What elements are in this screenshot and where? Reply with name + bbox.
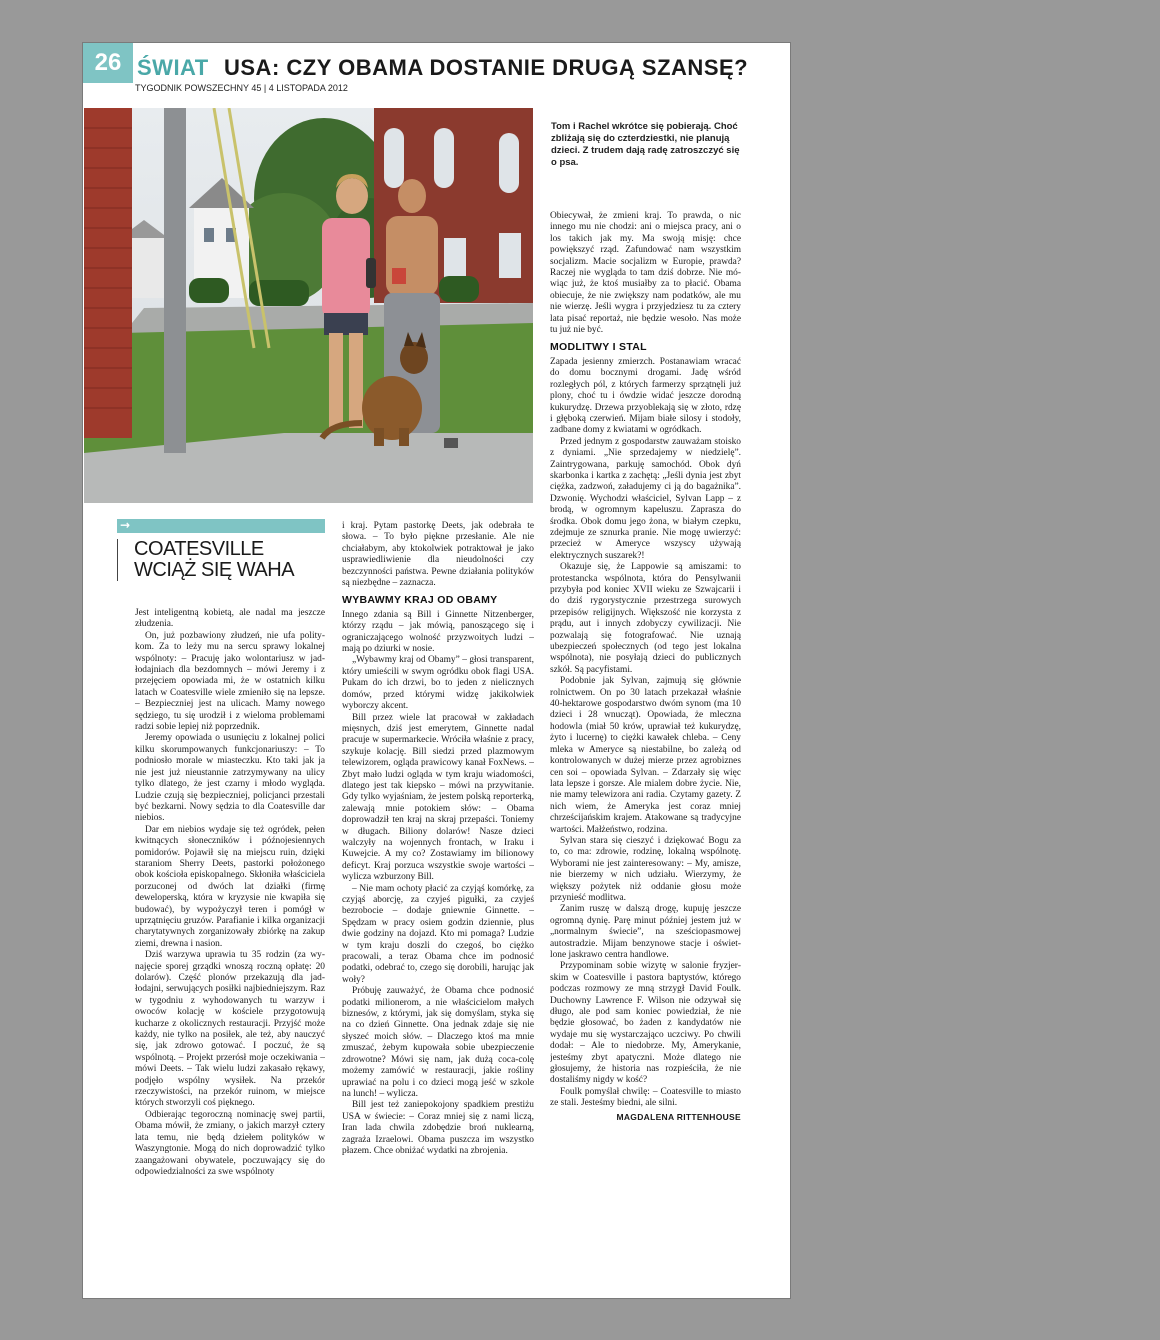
issue-line: TYGODNIK POWSZECHNY 45 | 4 LISTOPADA 2012 (135, 83, 348, 93)
paragraph: On, już pozbawiony złudzeń, nie ufa politykom. Za to leży mu na sercu sprawy lokalnej wspólnoty: – Pracuję jako wolontariusz w jadłodajniach dla bezdomnych – mówi Jeremy i z przejęciem opowiada mi, że w ostatnich kilku latach w Coatesville wiele zmieniło się na lepsze. – Bezpieczniej jest na ulicach. Mamy nowego sędziego, tu się urodził i z wieloma problemami radzi sobie lepiej niż poprzednik. (135, 630, 325, 733)
paragraph: Próbuję zauważyć, że Obama chce podnosić podatki milionerom, a nie właścicielom małych biznesów, z którymi, jak się domyślam, styka się na co dzień Ginnette. Ona jednak zdaje się nie słyszeć moich słów. – Dlaczego ktoś ma mnie zmuszać, żebym kupowała sobie ubezpieczenie zdrowotne? Mówi się nam, jak dużą coca-colę możemy zamówić w restauracji, jakie rośliny uprawiać na polu i co dzieci mogą jeść w szkole na lunch! – wylicza. (342, 986, 534, 1099)
paragraph: Obiecywał, że zmieni kraj. To prawda, o nic innego mu nie chodzi: ani o miejsca pracy, ani o los takich jak my. Ma swoją misję: chce powiększyć rząd. Zafundować nam wszystkim socjalizm. Macie socjalizm w Europie, prawda? Raczej nie wygląda to tam dziś dobrze. Nie mówiąc już, że ktoś musiałby za to płacić. Obama obiecuje, że nie zwiększy nam podatków, ale mu nie wierzę. Jeśli wygra i przyjedziesz tu za cztery lata pisać reportaż, nie będzie wesoło. Nas może tu już nie być. (550, 211, 741, 336)
arrow-icon: → (120, 518, 131, 532)
paragraph: – Nie mam ochoty płacić za czyjąś komórkę, za czyjąś aborcję, za czyjeś pigułki, za czyjeś bezrobocie – dodaje gniewnie Ginnette. – Spędzam w pracy osiem godzin dziennie, plus dwie godziny na dojazd. Kto mi pomaga? Ludzie w tym kraju doszli do czegoś, bo ciężko pracowali, a teraz Obama chce im podnosić podatki, odebrać to, czego się dorobili, harując jak woły? (342, 883, 534, 985)
section-label: ŚWIAT (137, 55, 209, 80)
author-signature: MAGDALENA RITTENHOUSE (616, 1111, 741, 1122)
paragraph: Okazuje się, że Lappowie są amiszami: to protestancka wspólnota, która do Pensylwanii przybyła pod koniec XVII wieku ze Szwajcarii i do dziś rygorystycznie przestrzega surowych przepisów religijnych. Większość nie korzysta z prądu, aut i innych zdobyczy cywilizacji. Nie pozwalają się fotografować. Nie uznają ubezpieczeń społecznych (od tego jest lokalna wspólnota), nie posyłają dzieci do publicznych szkół. Są pacyfistami. (550, 562, 741, 675)
article-photo (84, 108, 533, 503)
article-headline: USA: CZY OBAMA DOSTANIE DRUGĄ SZANSĘ? (224, 55, 749, 80)
article-column-1 (135, 608, 325, 1263)
paragraph: Dar em niebios wydaje się też ogródek, pełen kwitnących słoneczników i późnojesiennych pomidorów. Pojawił się na miejscu ruin, dzięki staraniom Sherry Deets, pastorki położonego obok kościoła episkopalnego. Skłoniła właściciela porzuconej od dwóch lat działki (firmę deweloperską, która w kryzysie nie kwapiła się budować), by wypożyczył teren i pomógł w uprzątnięciu gruzów. Parafianie i kilka organizacji charytatywnych zorganizowały zbiórkę na zakup ziemi, drewna i nasion. (135, 824, 325, 949)
paragraph: Foulk pomyślał chwilę: – Coatesville to miasto ze stali. Jesteśmy biedni, ale silni. (550, 1086, 741, 1109)
paragraph: „Wybawmy kraj od Obamy” – głosi transparent, który umieścili w swym ogródku obok flagi USA. Pukam do ich drzwi, bo to jeden z nielicznych domów, przed którymi widzę jakikolwiek wyborczy akcent. (342, 655, 534, 712)
magazine-page (82, 42, 791, 1299)
article-column-3 (550, 211, 741, 1211)
subheading: WYBAWMY KRAJ OD OBAMY (342, 594, 498, 607)
subsection-title (117, 539, 325, 581)
paragraph: Sylvan stara się cieszyć i dziękować Bogu za to, co ma: zdrowie, rodzinę, lokalną wspólnotę. Wyborami nie jest zainteresowany: – My, amisze, nie bierzemy w nich udziału. Wierzymy, że większy pożytek niż oddanie głosu może przynieść modlitwa. (550, 835, 741, 903)
paragraph: Dziś warzywa uprawia tu 35 rodzin (za wynajęcie sporej grządki wnoszą roczną opłatę: 20 dolarów). Część plonów przekazują dla jadłodajni, serwujących posiłki najbiedniejszym. Raz w tygodniu z wyhodowanych tu warzyw i owoców kolację w kościele przygotowują kucharze z okolicznych restauracji. Przyjść może każdy, nie tylko na posiłek, ale też, aby nauczyć się, jak zdrowo gotować. I poczuć, że są wspólnotą. – Projekt przerósł moje oczekiwania – mówi Deets. – Tak wielu ludzi zakasało rękawy, podjęło wspólny wysiłek. Na przekór rzeczywistości, na przekór ruinom, w miejsce których stworzyli coś pięknego. (135, 950, 325, 1109)
paragraph: Przed jednym z gospodarstw zauważam stoisko z dyniami. „Nie sprzedajemy w niedzielę”. Zaintrygowana, parkuję samochód. Obok dyń skarbonka i kartka z zachętą: „Jeśli dynia jest zbyt ciężka, zadzwoń, załadujemy ci ją do bagażnika”. Dzwonię. Wychodzi właściciel, Sylvan Lapp – z brodą, w ogromnym kapeluszu. Zaprasza do środka. Obok domu jego żona, w białym czepku, zdejmuje ze sznurka pranie. Nie mogę uwierzyć: przecież w Ameryce wszyscy używają elektrycznych suszarek?! (550, 436, 741, 561)
paragraph: Zanim ruszę w dalszą drogę, kupuję jeszcze ogromną dynię. Parę minut później jestem już w „normalnym świecie”, na sześciopasmowej autostradzie. Mijam benzynowe stacje i oświetlone jaskrawo centra handlowe. (550, 904, 741, 960)
title-bar (117, 519, 325, 533)
paragraph: Zapada jesienny zmierzch. Postanawiam wracać do domu bocznymi drogami. Jadę wśród rozległych pól, z których farmerzy sprzątnęli już plony, choć tu i ówdzie widać jeszcze dorodną kukurydzę. Drzewa przyoblekają się w złoto, rdzę i głęboką czerwień. Mijam białe silosy i stodoły, zadbane domy z kwiatami w ogródkach. (550, 356, 741, 436)
article-column-2 (342, 521, 534, 1263)
paragraph: i kraj. Pytam pastorkę Deets, jak odebrała te słowa. – To było piękne przesłanie. Ale nie chciałabym, aby ktokolwiek potraktował je jako usprawiedliwienie dla nieudolności czy bezczynności państwa. Pewne działania polityków są niezbędne – zaznacza. (342, 521, 534, 589)
paragraph: Innego zdania są Bill i Ginnette Nitzenberger, którzy rządu – jak mówią, panoszącego się i ograniczającego wolność przyzwoitych ludzi – mają po dziurki w nosie. (342, 609, 534, 655)
paragraph: Bill jest też zaniepokojony spadkiem prestiżu USA w świecie: – Coraz mniej się z nami liczą, Iran lada chwila zdobędzie broń nuklearną, zagraża Izraelowi. Obama puszcza im wszystko płazem. Chce obniżać wydatki na zbrojenia. (342, 1100, 534, 1156)
subsection-title-line2: WCIĄŻ SIĘ WAHA (134, 559, 295, 581)
subsection-title-line1: COATESVILLE (134, 538, 264, 560)
paragraph: Bill przez wiele lat pracował w zakładach mięsnych, dziś jest emerytem, Ginnette nadal pracuje w supermarkecie. Wróciła właśnie z pracy, szykuje kolację. Bill siedzi przed plazmowym telewizorem, ogląda prawicowy kanał FoxNews. – Zbyt mało ludzi ogląda w tym kraju wiadomości, dlatego jest tak kiepsko – mówi na przywitanie. Gdy tylko wyjaśniam, że jestem polską reporterką, zalewają mnie potokiem słów: – Obama doprowadził ten kraj na skraj przepaści. Toniemy w długach. Biliony dolarów! Nasze dzieci walczyły na wojennych frontach, w Iraku i Kuwejcie. A my co? Zostawiamy im bilionowy deficyt. Kraj porzuca wszystkie swoje wartości – wylicza wzburzony Bill. (342, 712, 534, 883)
paragraph: Odbierając tegoroczną nominację swej partii, Obama mówił, że zmiany, o jakich marzył cztery lata temu, nie będą dziełem polityków w Waszyngtonie. Mogą do nich doprowadzić tylko zaangażowani obywatele, poczuwający się do odpowiedzialności za swe wspólnoty (135, 1109, 325, 1177)
subsection-title-box (117, 519, 325, 581)
paragraph: Jest inteligentną kobietą, ale nadal ma jeszcze złudzenia. (135, 608, 325, 630)
page-number: 26 (83, 43, 133, 83)
photo-couple-with-dog (84, 108, 533, 503)
paragraph: Podobnie jak Sylvan, zajmują się głównie rolnictwem. On po 30 latach przekazał właśnie 40-hektarowe gospodarstwo dwóm synom (ma 10 dzieci i 28 wnucząt). Opowiada, że mleczna hodowla (miał 50 krów, uprawiał też kukurydzę, żyto i lucernę) to ciężki kawałek chleba. – Ceny mleka w Ameryce są niestabilne, bo zależą od kontrolowanych w dużej mierze przez agrobiznes cen soi – opowiada Sylvan. – Zdarzały się więc lata lepsze i gorsze. Ale mialem dobre życie. Nie, nie mamy telewizora ani radia. Czytamy gazety. Z nich wiem, że Ameryka jest coraz mniej chrześcijańskim krajem. Atakowane są tradycyjne wartości. Małżeństwo, rodzina. (550, 676, 741, 835)
photo-caption: Tom i Rachel wkrótce się pobierają. Choć zbliżają się do czterdziestki, nie planują dzieci. Z trudem dają radę zatroszczyć się o psa. (551, 121, 740, 168)
paragraph: Jeremy opowiada o usunięciu z lokalnej polici kilku skorumpowanych funkcjonariuszy: – To podniosło morale w miasteczku. Kto taki jak ja nie jest już nieustannie zatrzymywany na ulicy tylko dlatego, że jest czarny i młodo wygląda. Ludzie czują się bezpieczniej, policjanci przestali być bezkarni. Nowy sędzia to dla Coatesville dar niebios. (135, 733, 325, 824)
paragraph: Przypominam sobie wizytę w salonie fryzjerskim w Coatesville i pastora baptystów, którego podczas rozmowy ze mną strzygł David Foulk. Duchowny Lawrence F. Wilson nie odzywał się długo, ale pod sam koniec powiedział, że nie będzie głosować, bo żaden z kandydatów nie wydaje mu się wystarczająco uczciwy. Po chwili dodał: – Ale to niedobrze. My, Amerykanie, jesteśmy zbyt apatyczni. Może dlatego nie głosujemy, że historia nas rozpieściła, że nie dostaliśmy nigdy w kość? (550, 961, 741, 1086)
subheading: MODLITWY I STAL (550, 341, 647, 354)
